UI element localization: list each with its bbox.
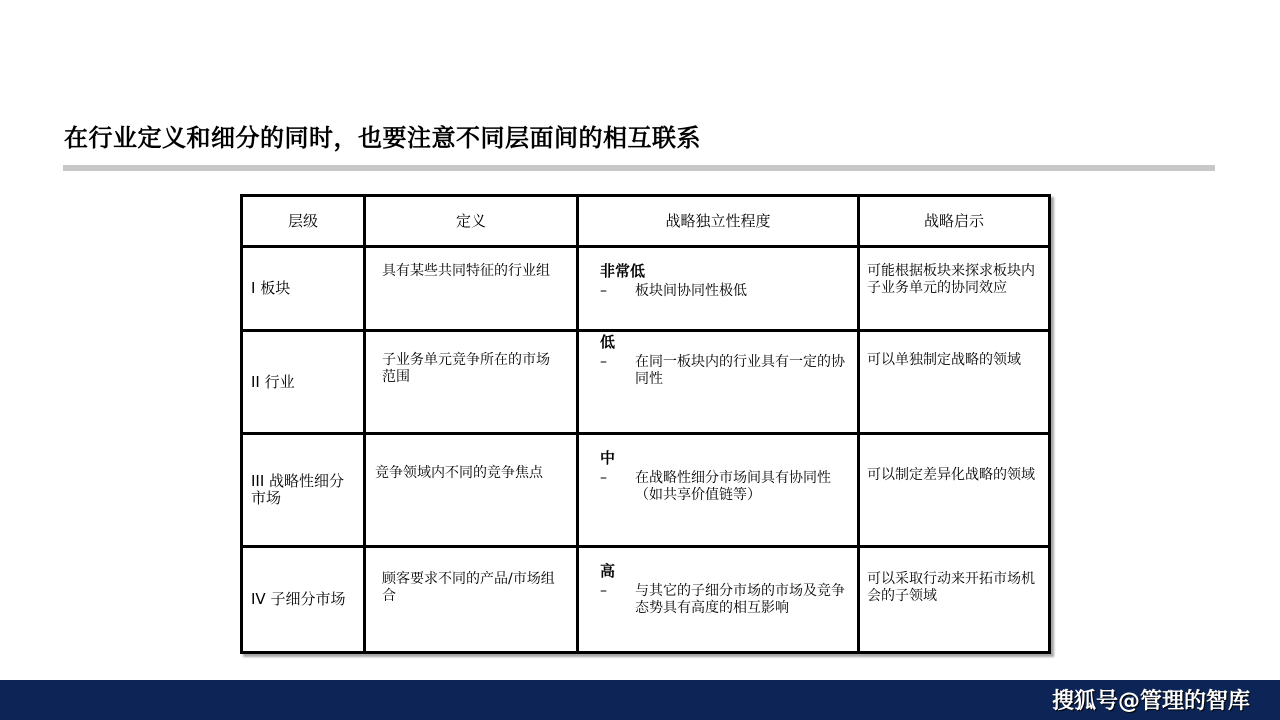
row-insight: 可以制定差异化战略的领域 — [867, 467, 1035, 483]
row-degree-note: 在同一板块内的行业具有一定的协同性 — [635, 354, 845, 387]
column-divider — [857, 197, 860, 651]
row-degree-note: 在战略性细分市场间具有协同性（如共享价值链等） — [635, 470, 831, 503]
row-degree-level: 中 — [600, 449, 616, 467]
header-level: 层级 — [287, 211, 318, 230]
row-insight: 可以采取行动来开拓市场机会的子领域 — [867, 571, 1035, 604]
row-degree-note: 与其它的子细分市场的市场及竞争态势具有高度的相互影响 — [635, 583, 845, 616]
row-degree-level: 低 — [600, 333, 616, 351]
dash-bullet: – — [600, 283, 607, 299]
header-insight: 战略启示 — [923, 211, 984, 230]
row-level: II 行业 — [251, 372, 295, 391]
footer-bar — [0, 680, 1280, 720]
row-insight: 可能根据板块来探求板块内子业务单元的协同效应 — [867, 263, 1035, 296]
row-definition: 具有某些共同特征的行业组 — [382, 263, 550, 279]
dash-bullet: – — [600, 354, 607, 370]
header-degree: 战略独立性程度 — [665, 211, 771, 230]
watermark-text: 搜狐号@管理的智库 — [1051, 689, 1250, 714]
row-degree-level: 非常低 — [600, 262, 646, 280]
row-degree-cell — [579, 332, 857, 432]
slide-title: 在行业定义和细分的同时，也要注意不同层面间的相互联系 — [64, 124, 701, 152]
row-degree-cell — [579, 435, 857, 545]
row-degree-level: 高 — [600, 562, 616, 580]
dash-bullet: – — [600, 583, 607, 599]
row-level: III 战略性细分市场 — [251, 472, 345, 507]
row-level: IV 子细分市场 — [251, 590, 346, 608]
row-degree-item — [600, 354, 845, 388]
row-definition: 子业务单元竞争所在的市场范围 — [382, 352, 550, 385]
row-level: I 板块 — [251, 279, 291, 297]
row-insight: 可以单独制定战略的领域 — [867, 352, 1021, 368]
row-degree-cell — [579, 248, 857, 329]
header-definition: 定义 — [455, 211, 486, 230]
row-definition: 顾客要求不同的产品/市场组合 — [382, 571, 555, 604]
row-degree-item — [600, 470, 845, 504]
row-degree-item — [600, 283, 845, 300]
row-degree-cell — [579, 548, 857, 651]
title-divider — [63, 165, 1215, 171]
column-divider — [363, 197, 366, 651]
row-degree-note: 板块间协同性极低 — [635, 283, 747, 299]
dash-bullet: – — [600, 470, 607, 486]
row-degree-item — [600, 583, 845, 617]
hierarchy-table — [240, 194, 1051, 654]
column-divider — [576, 197, 579, 651]
row-definition: 竞争领域内不同的竞争焦点 — [375, 465, 543, 481]
